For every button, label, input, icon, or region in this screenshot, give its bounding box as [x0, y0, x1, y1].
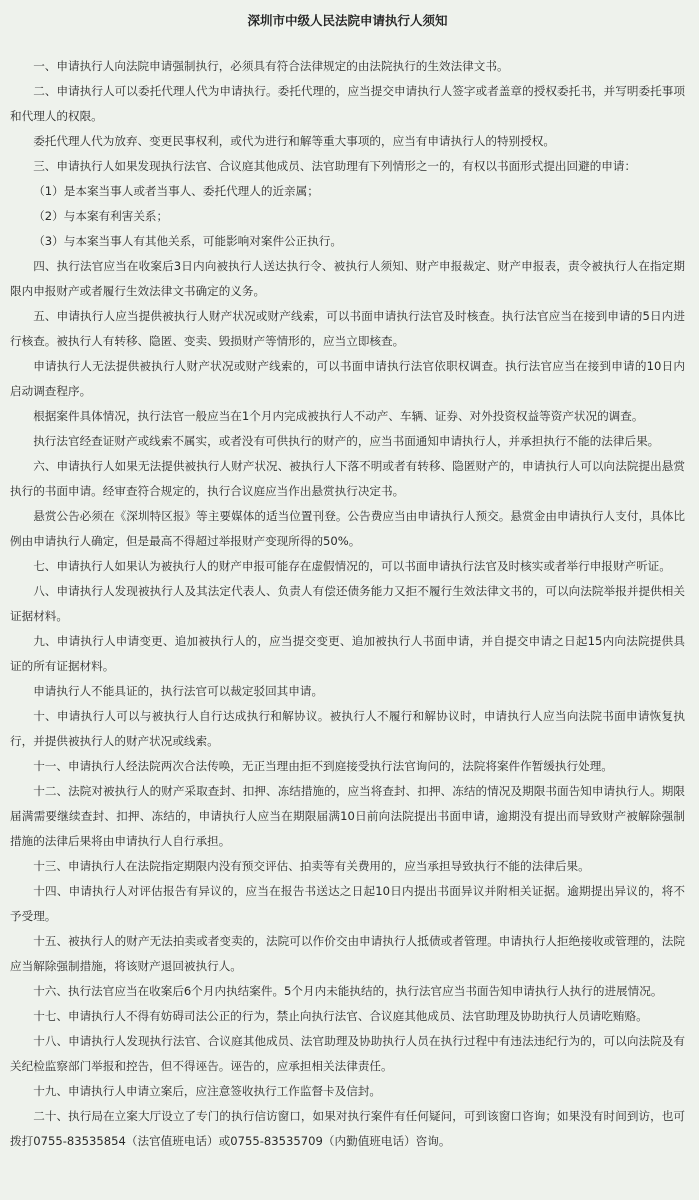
document-body — [10, 54, 685, 1154]
paragraph-5-note-3: 执行法官经查证财产或线索不属实，或者没有可供执行的财产的，应当书面通知申请执行人，并承担执行不能的法律后果。 — [33, 434, 660, 448]
document-title: 深圳市中级人民法院申请执行人须知 — [247, 13, 448, 28]
paragraph-10: 十、申请执行人可以与被执行人自行达成执行和解协议。被执行人不履行和解协议时，申请执行人应当向法院书面申请恢复执行，并提供被执行人的财产状况或线索。 — [10, 709, 685, 748]
paragraph-7: 七、申请执行人如果认为被执行人的财产申报可能存在虚假情况的，可以书面申请执行法官及时核实或者举行申报财产听证。 — [33, 559, 671, 573]
paragraph-15: 十五、被执行人的财产无法拍卖或者变卖的，法院可以作价交由申请执行人抵债或者管理。申请执行人拒绝接收或管理的，法院应当解除强制措施，将该财产退回被执行人。 — [10, 934, 685, 973]
paragraph-16: 十六、执行法官应当在收案后6个月内执结案件。5个月内未能执结的，执行法官应当书面告知申请执行人执行的进展情况。 — [33, 984, 663, 998]
paragraph-3-item-2: （2）与本案有利害关系； — [33, 209, 169, 223]
paragraph-1: 一、申请执行人向法院申请强制执行，必须具有符合法律规定的由法院执行的生效法律文书。 — [33, 59, 509, 73]
paragraph-3-item-3: （3）与本案当事人有其他关系，可能影响对案件公正执行。 — [33, 234, 343, 248]
paragraph-11: 十一、申请执行人经法院两次合法传唤，无正当理由拒不到庭接受执行法官询问的，法院将案件作暂缓执行处理。 — [33, 759, 613, 773]
paragraph-6-note: 悬赏公告必须在《深圳特区报》等主要媒体的适当位置刊登。公告费应当由申请执行人预交。悬赏金由申请执行人支付，具体比例由申请执行人确定，但是最高不得超过举报财产变现所得的50%。 — [10, 509, 685, 548]
paragraph-9-note: 申请执行人不能具证的，执行法官可以裁定驳回其申请。 — [33, 684, 324, 698]
paragraph-3-item-1: （1）是本案当事人或者当事人、委托代理人的近亲属； — [33, 184, 319, 198]
paragraph-4: 四、执行法官应当在收案后3日内向被执行人送达执行令、被执行人须知、财产申报裁定、财产申报表，责令被执行人在指定期限内申报财产或者履行生效法律文书确定的义务。 — [10, 259, 685, 298]
paragraph-18: 十八、申请执行人发现执行法官、合议庭其他成员、法官助理及协助执行人员在执行过程中有违法违纪行为的，可以向法院及有关纪检监察部门举报和控告，但不得诬告。诬告的，应承担相关法律责任。 — [10, 1034, 685, 1073]
paragraph-19: 十九、申请执行人申请立案后，应注意签收执行工作监督卡及信封。 — [33, 1084, 382, 1098]
paragraph-5-note-2: 根据案件具体情况，执行法官一般应当在1个月内完成被执行人不动产、车辆、证券、对外投资权益等资产状况的调查。 — [33, 409, 644, 423]
paragraph-13: 十三、申请执行人在法院指定期限内没有预交评估、拍卖等有关费用的，应当承担导致执行不能的法律后果。 — [33, 859, 590, 873]
paragraph-17: 十七、申请执行人不得有妨碍司法公正的行为，禁止向执行法官、合议庭其他成员、法官助理及协助执行人员请吃贿赂。 — [33, 1009, 648, 1023]
paragraph-3: 三、申请执行人如果发现执行法官、合议庭其他成员、法官助理有下列情形之一的，有权以书面形式提出回避的申请： — [33, 159, 637, 173]
paragraph-12: 十二、法院对被执行人的财产采取查封、扣押、冻结措施的，应当将查封、扣押、冻结的情况及期限书面告知申请执行人。期限届满需要继续查封、扣押、冻结的，申请执行人应当在期限届满10日前向法院提出书面申请，逾期没有提出而导致财产被解除强制措施的法律后果将由申请执行人自行承担。 — [10, 784, 685, 848]
paragraph-2: 二、申请执行人可以委托代理人代为申请执行。委托代理的，应当提交申请执行人签字或者盖章的授权委托书，并写明委托事项和代理人的权限。 — [10, 84, 685, 123]
paragraph-6: 六、申请执行人如果无法提供被执行人财产状况、被执行人下落不明或者有转移、隐匿财产的，申请执行人可以向法院提出悬赏执行的书面申请。经审查符合规定的，执行合议庭应当作出悬赏执行决定书。 — [10, 459, 685, 498]
paragraph-8: 八、申请执行人发现被执行人及其法定代表人、负责人有偿还债务能力又拒不履行生效法律文书的，可以向法院举报并提供相关证据材料。 — [10, 584, 685, 623]
paragraph-9: 九、申请执行人申请变更、追加被执行人的，应当提交变更、追加被执行人书面申请，并自提交申请之日起15内向法院提供具证的所有证据材料。 — [10, 634, 685, 673]
paragraph-14: 十四、申请执行人对评估报告有异议的，应当在报告书送达之日起10日内提出书面异议并附相关证据。逾期提出异议的，将不予受理。 — [10, 884, 685, 923]
paragraph-20: 二十、执行局在立案大厅设立了专门的执行信访窗口，如果对执行案件有任何疑问，可到该窗口咨询；如果没有时间到访，也可拨打0755-83535854（法官值班电话）或0755-83535709（内勤值班电话）咨询。 — [10, 1109, 685, 1148]
paragraph-5-note-1: 申请执行人无法提供被执行人财产状况或财产线索的，可以书面申请执行法官依职权调查。执行法官应当在接到申请的10日内启动调查程序。 — [10, 359, 685, 398]
paragraph-5: 五、申请执行人应当提供被执行人财产状况或财产线索，可以书面申请执行法官及时核查。执行法官应当在接到申请的5日内进行核查。被执行人有转移、隐匿、变卖、毁损财产等情形的，应当立即核查。 — [10, 309, 685, 348]
paragraph-2-note: 委托代理人代为放弃、变更民事权利，或代为进行和解等重大事项的，应当有申请执行人的特别授权。 — [33, 134, 555, 148]
